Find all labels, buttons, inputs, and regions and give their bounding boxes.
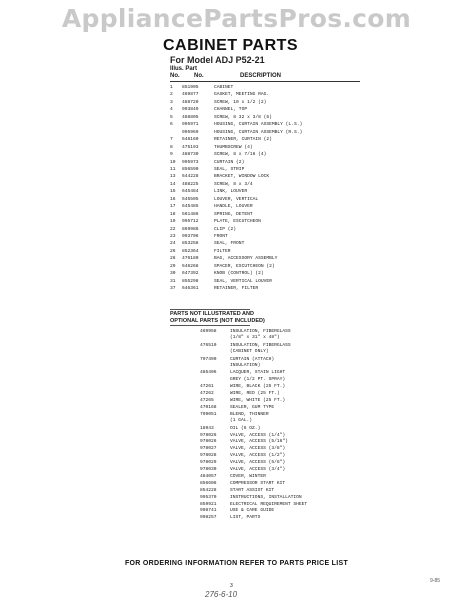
part-number-illus: 8 bbox=[170, 144, 173, 150]
optional-part-number: 484057 bbox=[200, 473, 217, 479]
part-description: SPACER, ESCUTCHEON (2) bbox=[214, 263, 275, 269]
optional-part-number: 978027 bbox=[200, 446, 217, 452]
part-number-illus: 6 bbox=[170, 122, 173, 128]
part-number-illus: 10 bbox=[170, 159, 176, 165]
part-number-illus: 13 bbox=[170, 174, 176, 180]
optional-part-number: 47261 bbox=[200, 384, 214, 390]
part-description: SEAL, VERTICAL LOUVER bbox=[214, 278, 272, 284]
part-number: 561486 bbox=[182, 211, 199, 217]
optional-part-description: LACQUER, STAIN LIGHT bbox=[230, 370, 286, 376]
optional-part-description: COVER, WINTER bbox=[230, 473, 266, 479]
part-number: 646268 bbox=[182, 263, 199, 269]
watermark: AppliancePartsPros.com bbox=[61, 4, 412, 33]
optional-part-number: 978028 bbox=[200, 453, 217, 459]
part-description: SCREW, 8 32 x 3/8 (6) bbox=[214, 114, 272, 120]
part-number: 995712 bbox=[182, 219, 199, 225]
optional-part-description: (CABINET ONLY) bbox=[230, 349, 269, 355]
part-description: HOUSING, CURTAIN ASSEMBLY (L.S.) bbox=[214, 122, 303, 128]
part-description: SEAL, FRONT bbox=[214, 241, 245, 247]
optional-part-description: USE & CARE GUIDE bbox=[230, 508, 275, 514]
optional-part-description: CURTAIN (ATTACH) bbox=[230, 356, 275, 362]
part-description: CHANNEL, TOP bbox=[214, 107, 248, 113]
optional-part-number: 978029 bbox=[200, 460, 217, 466]
part-number-illus: 22 bbox=[170, 226, 176, 232]
optional-part-number: 469958 bbox=[200, 329, 217, 334]
header-description: DESCRIPTION bbox=[240, 73, 282, 79]
optional-part-description: VALVE, ACCESS (3/4") bbox=[230, 467, 286, 472]
part-number-illus: 30 bbox=[170, 271, 176, 277]
part-number-illus: 14 bbox=[170, 181, 176, 187]
part-number: 856590 bbox=[182, 166, 199, 172]
part-description: SEAL, STRIP bbox=[214, 166, 245, 172]
optional-part-description: VALVE, ACCESS (3/8") bbox=[230, 446, 286, 452]
part-description: GASKET, MEETING RAG. bbox=[214, 92, 270, 98]
optional-part-description: INSULATION, FIBERGLASS bbox=[230, 329, 291, 334]
optional-part-description: (1/8" x 31" x 48") bbox=[230, 335, 280, 341]
part-number: 646361 bbox=[182, 286, 199, 292]
part-number-illus: 37 bbox=[170, 286, 176, 292]
header-no: No. bbox=[170, 73, 180, 79]
part-number: 644228 bbox=[182, 174, 199, 180]
part-number-illus: 2 bbox=[170, 92, 173, 98]
optional-part-description: BLEND, THINNER bbox=[230, 411, 269, 417]
optional-part-description: INSULATION) bbox=[230, 362, 261, 368]
part-number: 469877 bbox=[182, 92, 199, 98]
optional-part-description: (1 GAL.) bbox=[230, 418, 253, 424]
part-description: SCREW, 8 x 7/16 (4) bbox=[214, 152, 267, 158]
part-number: 869986 bbox=[182, 226, 199, 232]
optional-part-number: 978026 bbox=[200, 439, 217, 445]
part-description: SCREW, 8 x 3/4 bbox=[214, 181, 253, 187]
optional-part-description: WIRE, WHITE (25 FT.) bbox=[230, 398, 286, 403]
part-number-illus: 28 bbox=[170, 256, 176, 262]
bottom-scrawl: 276-6-10 bbox=[205, 590, 238, 599]
part-number-illus: 23 bbox=[170, 234, 176, 239]
part-number: 995973 bbox=[182, 159, 199, 165]
part-description: CLIP (2) bbox=[214, 226, 237, 232]
part-description: RETAINER, FILTER bbox=[214, 286, 259, 292]
part-number: 475193 bbox=[182, 144, 199, 150]
optional-part-description: OIL (6 OZ.) bbox=[230, 425, 261, 431]
ordering-footer: FOR ORDERING INFORMATION REFER TO PARTS PRICE LIST bbox=[124, 560, 349, 567]
optional-part-number: 797490 bbox=[200, 356, 217, 362]
part-number-illus: 17 bbox=[170, 204, 176, 210]
optional-part-number: 978030 bbox=[200, 467, 217, 472]
part-description: PLATE, ESCUTCHEON bbox=[214, 219, 261, 225]
header-no2: No. bbox=[194, 73, 204, 79]
part-description: HANDLE, LOUVER bbox=[214, 204, 253, 210]
header-illus: Illus. Part bbox=[170, 66, 198, 72]
part-number-illus: 31 bbox=[170, 278, 176, 284]
part-number: 488730 bbox=[182, 152, 199, 158]
optional-part-description: ELECTRICAL REQUIREMENT SHEET bbox=[230, 501, 308, 507]
part-number-illus: 29 bbox=[170, 263, 176, 269]
part-number: 476180 bbox=[182, 256, 199, 262]
part-number: 488225 bbox=[182, 181, 199, 187]
part-description: FILTER bbox=[214, 248, 231, 254]
header-divider bbox=[170, 81, 360, 82]
optional-part-description: VALVE, ACCESS (5/16") bbox=[230, 439, 288, 445]
optional-part-description: START ASSIST KIT bbox=[230, 487, 275, 493]
optional-part-description: SEALER, GUM TYPE bbox=[230, 404, 275, 410]
section-divider-bottom bbox=[170, 325, 250, 326]
part-number-illus: 15 bbox=[170, 189, 176, 195]
optional-part-description: VALVE, ACCESS (5/8") bbox=[230, 460, 286, 466]
part-number-illus: 7 bbox=[170, 137, 173, 143]
part-number-illus: 16 bbox=[170, 196, 176, 202]
optional-part-number: 854228 bbox=[200, 487, 217, 493]
optional-part-description: INSULATION, FIBERGLASS bbox=[230, 342, 291, 348]
part-description: RETAINER, CURTAIN (2) bbox=[214, 137, 272, 143]
optional-part-description: INSTRUCTIONS, INSTALLATION bbox=[230, 494, 302, 500]
page-title: CABINET PARTS bbox=[163, 37, 299, 54]
section-title-line: OPTIONAL PARTS (NOT INCLUDED) bbox=[170, 318, 265, 324]
part-number-illus: 19 bbox=[170, 219, 176, 225]
optional-part-number: 978026 bbox=[200, 432, 217, 438]
optional-part-number: 998257 bbox=[200, 515, 217, 521]
section-title bbox=[170, 311, 370, 325]
part-description: KNOB (CONTROL) (2) bbox=[214, 271, 264, 277]
part-number: 645484 bbox=[182, 189, 199, 195]
section-title-line: PARTS NOT ILLUSTRATED AND bbox=[170, 311, 254, 317]
part-number: 645485 bbox=[182, 204, 199, 210]
optional-part-description: GREY (1/2 PT. SPRAY) bbox=[230, 376, 286, 382]
part-number: 993706 bbox=[182, 234, 199, 239]
part-description: CURTAIN (2) bbox=[214, 159, 245, 165]
part-number-illus: 3 bbox=[170, 99, 173, 105]
part-number: 995969 bbox=[182, 129, 199, 135]
part-description: FRONT bbox=[214, 234, 228, 239]
part-number: 853258 bbox=[182, 241, 199, 247]
part-description: BRACKET, WINDOW LOCK bbox=[214, 174, 270, 180]
optional-part-description: VALVE, ACCESS (1/4") bbox=[230, 432, 286, 438]
part-number-illus: 4 bbox=[170, 107, 173, 113]
optional-part-number: 995370 bbox=[200, 494, 217, 500]
optional-part-description: WIRE, RED (25 FT.) bbox=[230, 391, 280, 397]
optional-part-number: 47265 bbox=[200, 398, 214, 403]
part-number: 855298 bbox=[182, 278, 199, 284]
part-number: 488720 bbox=[182, 99, 199, 105]
part-number-illus: 26 bbox=[170, 248, 176, 254]
optional-part-description: WIRE, BLACK (25 FT.) bbox=[230, 384, 286, 390]
section-divider-top bbox=[170, 309, 250, 310]
optional-part-number: 18943 bbox=[200, 425, 214, 431]
optional-part-number: 998741 bbox=[200, 508, 217, 514]
part-number: 995971 bbox=[182, 122, 199, 128]
part-number: 993849 bbox=[182, 107, 199, 113]
optional-part-number: 47262 bbox=[200, 391, 214, 397]
optional-part-number: 859921 bbox=[200, 501, 217, 507]
part-number: 647392 bbox=[182, 271, 199, 277]
part-number-illus: 5 bbox=[170, 114, 173, 120]
optional-part-number: 485406 bbox=[200, 370, 217, 376]
page-number: 3 bbox=[230, 583, 233, 589]
optional-part-description: VALVE, ACCESS (1/2") bbox=[230, 453, 286, 459]
part-description: BAG, ACCESSORY ASSEMBLY bbox=[214, 256, 278, 262]
part-description: SPRING, DETENT bbox=[214, 211, 253, 217]
corner-code: 9-85 bbox=[430, 578, 441, 584]
optional-part-description: COMPRESSOR START KIT bbox=[230, 480, 286, 486]
part-number: 488805 bbox=[182, 114, 199, 120]
optional-part-number: 856608 bbox=[200, 480, 217, 486]
page-subtitle: For Model ADJ P52-21 bbox=[170, 55, 265, 65]
part-number: 646160 bbox=[182, 137, 199, 143]
optional-part-number: 799051 bbox=[200, 411, 217, 417]
part-number-illus: 24 bbox=[170, 241, 176, 247]
part-description: SCREW, 10 x 1/2 (2) bbox=[214, 99, 267, 105]
optional-part-number: 470168 bbox=[200, 404, 217, 410]
part-description: LINK, LOUVER bbox=[214, 189, 248, 195]
part-number-illus: 18 bbox=[170, 211, 176, 217]
optional-part-number: 476510 bbox=[200, 342, 217, 348]
part-number-illus: 11 bbox=[170, 166, 176, 172]
part-description: HOUSING, CURTAIN ASSEMBLY (R.S.) bbox=[214, 129, 303, 135]
part-number-illus: 9 bbox=[170, 152, 173, 158]
part-description: CABINET bbox=[214, 85, 234, 90]
part-number: 645505 bbox=[182, 196, 199, 202]
part-number: 851905 bbox=[182, 85, 199, 90]
part-description: LOUVER, VERTICAL bbox=[214, 196, 259, 202]
part-number-illus: 1 bbox=[170, 85, 173, 90]
optional-part-description: LIST, PARTS bbox=[230, 515, 261, 521]
part-number: 852364 bbox=[182, 248, 199, 254]
part-description: THUMBSCREW (4) bbox=[214, 144, 253, 150]
